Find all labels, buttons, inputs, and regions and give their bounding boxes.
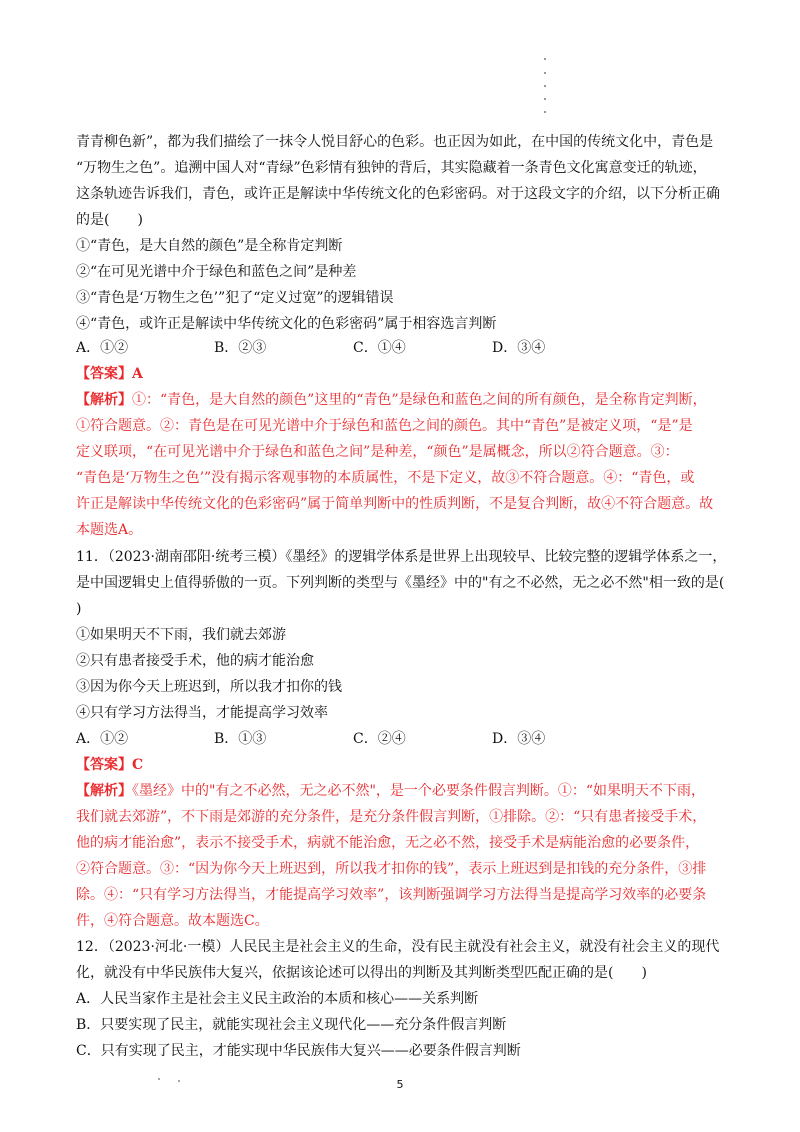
q11-analysis-line: 他的病才能治愈”，表示不接受手术，病就不能治愈，无之必不然，接受手术是病能治愈的必要条件，: [76, 835, 700, 851]
q11-stem: 11．（2023·湖南邵阳·统考三模）《墨经》的逻辑学体系是世界上出现较早、比较完整的逻辑学体系之一，: [76, 549, 727, 565]
q10-option-b: B．②③: [214, 340, 267, 356]
q12-option-a: A．人民当家作主是社会主义民主政治的本质和核心——关系判断: [76, 991, 479, 1007]
q10-analysis-line: 本题选A。: [76, 522, 143, 538]
q11-option-a: A．①②: [76, 731, 129, 747]
q11-stem: ): [76, 601, 82, 617]
q11-statement: ①如果明天不下雨，我们就去郊游: [76, 627, 286, 643]
q11-analysis-line: 我们就去郊游”，不下雨是郊游的充分条件，是充分条件假言判断，①排除。②：“只有患者接受手术，: [76, 809, 707, 825]
answer-tag: 【答案】: [76, 757, 132, 773]
q10-statement: ①“青色，是大自然的颜色”是全称肯定判断: [76, 238, 343, 254]
q11-answer: [76, 755, 143, 775]
q10-option-d: D．③④: [492, 340, 546, 356]
q11-statement: ③因为你今天上班迟到，所以我才扣你的钱: [76, 679, 342, 695]
q11-analysis-line: 除。④：“只有学习方法得当，才能提高学习效率”，该判断强调学习方法得当是提高学习效率的必要条: [76, 887, 707, 903]
q10-option-c: C．①④: [353, 340, 406, 356]
answer-value: A: [132, 366, 143, 382]
q11-analysis-line: 件，④符合题意。故本题选C。: [76, 913, 269, 929]
q11-option-b: B．①③: [214, 731, 267, 747]
analysis-text: 《墨经》中的"有之不必然，无之必不然"，是一个必要条件假言判断。①：“如果明天不下雨，: [132, 783, 706, 799]
answer-tag: 【答案】: [76, 366, 132, 382]
intro-line: 这条轨迹告诉我们，青色，或许正是解读中华传统文化的色彩密码。对于这段文字的介绍，以下分析正确: [76, 186, 720, 202]
analysis-tag: 【解析】: [76, 783, 132, 799]
intro-line: “万物生之色”。追溯中国人对“青绿”色彩情有独钟的背后，其实隐藏着一条青色文化寓意变迁的轨迹，: [76, 160, 707, 176]
intro-line: 的是( ): [76, 212, 143, 228]
q12-stem: 化，就没有中华民族伟大复兴，依据该论述可以得出的判断及其判断类型匹配正确的是( ): [76, 965, 647, 981]
analysis-text: ①：“青色，是大自然的颜色”这里的“青色”是绿色和蓝色之间的所有颜色，是全称肯定判断，: [132, 392, 707, 408]
q10-analysis-line: “青色是‘万物生之色’”没有揭示客观事物的本质属性，不是下定义，故③不符合题意。④：“青色，或: [76, 470, 695, 486]
q10-answer: [76, 364, 143, 384]
q10-analysis-line: 许正是解读中华传统文化的色彩密码”属于简单判断中的性质判断，不是复合判断，故④不符合题意。故: [76, 496, 714, 512]
q11-option-c: C．②④: [353, 731, 406, 747]
intro-line: 青青柳色新”，都为我们描绘了一抹令人悦目舒心的色彩。也正因为如此，在中国的传统文化中，青色是: [76, 134, 714, 150]
q10-analysis-line: ①符合题意。②：青色是在可见光谱中介于绿色和蓝色之间的颜色。其中“青色”是被定义项，“是”是: [76, 418, 693, 434]
q11-stem: 是中国逻辑史上值得骄傲的一页。下列判断的类型与《墨经》中的"有之不必然，无之必不然"相一致的是(: [76, 575, 725, 591]
page-number: 5: [396, 1078, 404, 1091]
q11-statement: ②只有患者接受手术，他的病才能治愈: [76, 653, 314, 669]
q12-option-b: B．只要实现了民主，就能实现社会主义现代化——充分条件假言判断: [76, 1017, 507, 1033]
q10-statement: ③“青色是‘万物生之色’”犯了“定义过宽”的逻辑错误: [76, 290, 394, 306]
q10-option-a: A．①②: [76, 340, 129, 356]
q12-stem: 12．（2023·河北·一模）人民民主是社会主义的生命，没有民主就没有社会主义，就没有社会主义的现代: [76, 939, 720, 955]
analysis-tag: 【解析】: [76, 392, 132, 408]
q11-statement: ④只有学习方法得当，才能提高学习效率: [76, 705, 328, 721]
answer-value: C: [132, 757, 144, 773]
q11-option-d: D．③④: [492, 731, 546, 747]
q12-option-c: C．只有实现了民主，才能实现中华民族伟大复兴——必要条件假言判断: [76, 1043, 521, 1059]
q11-analysis-line: [76, 781, 705, 801]
q10-analysis-line: [76, 390, 707, 410]
q10-statement: ②“在可见光谱中介于绿色和蓝色之间”是种差: [76, 264, 357, 280]
q11-analysis-line: ②符合题意。③：“因为你今天上班迟到，所以我才扣你的钱”，表示上班迟到是扣钱的充分条件，③排: [76, 861, 707, 877]
q10-analysis-line: 定义联项，“在可见光谱中介于绿色和蓝色之间”是种差，“颜色”是属概念，所以②符合题意。③：: [76, 444, 679, 460]
q10-statement: ④“青色，或许正是解读中华传统文化的色彩密码”属于相容选言判断: [76, 316, 497, 332]
